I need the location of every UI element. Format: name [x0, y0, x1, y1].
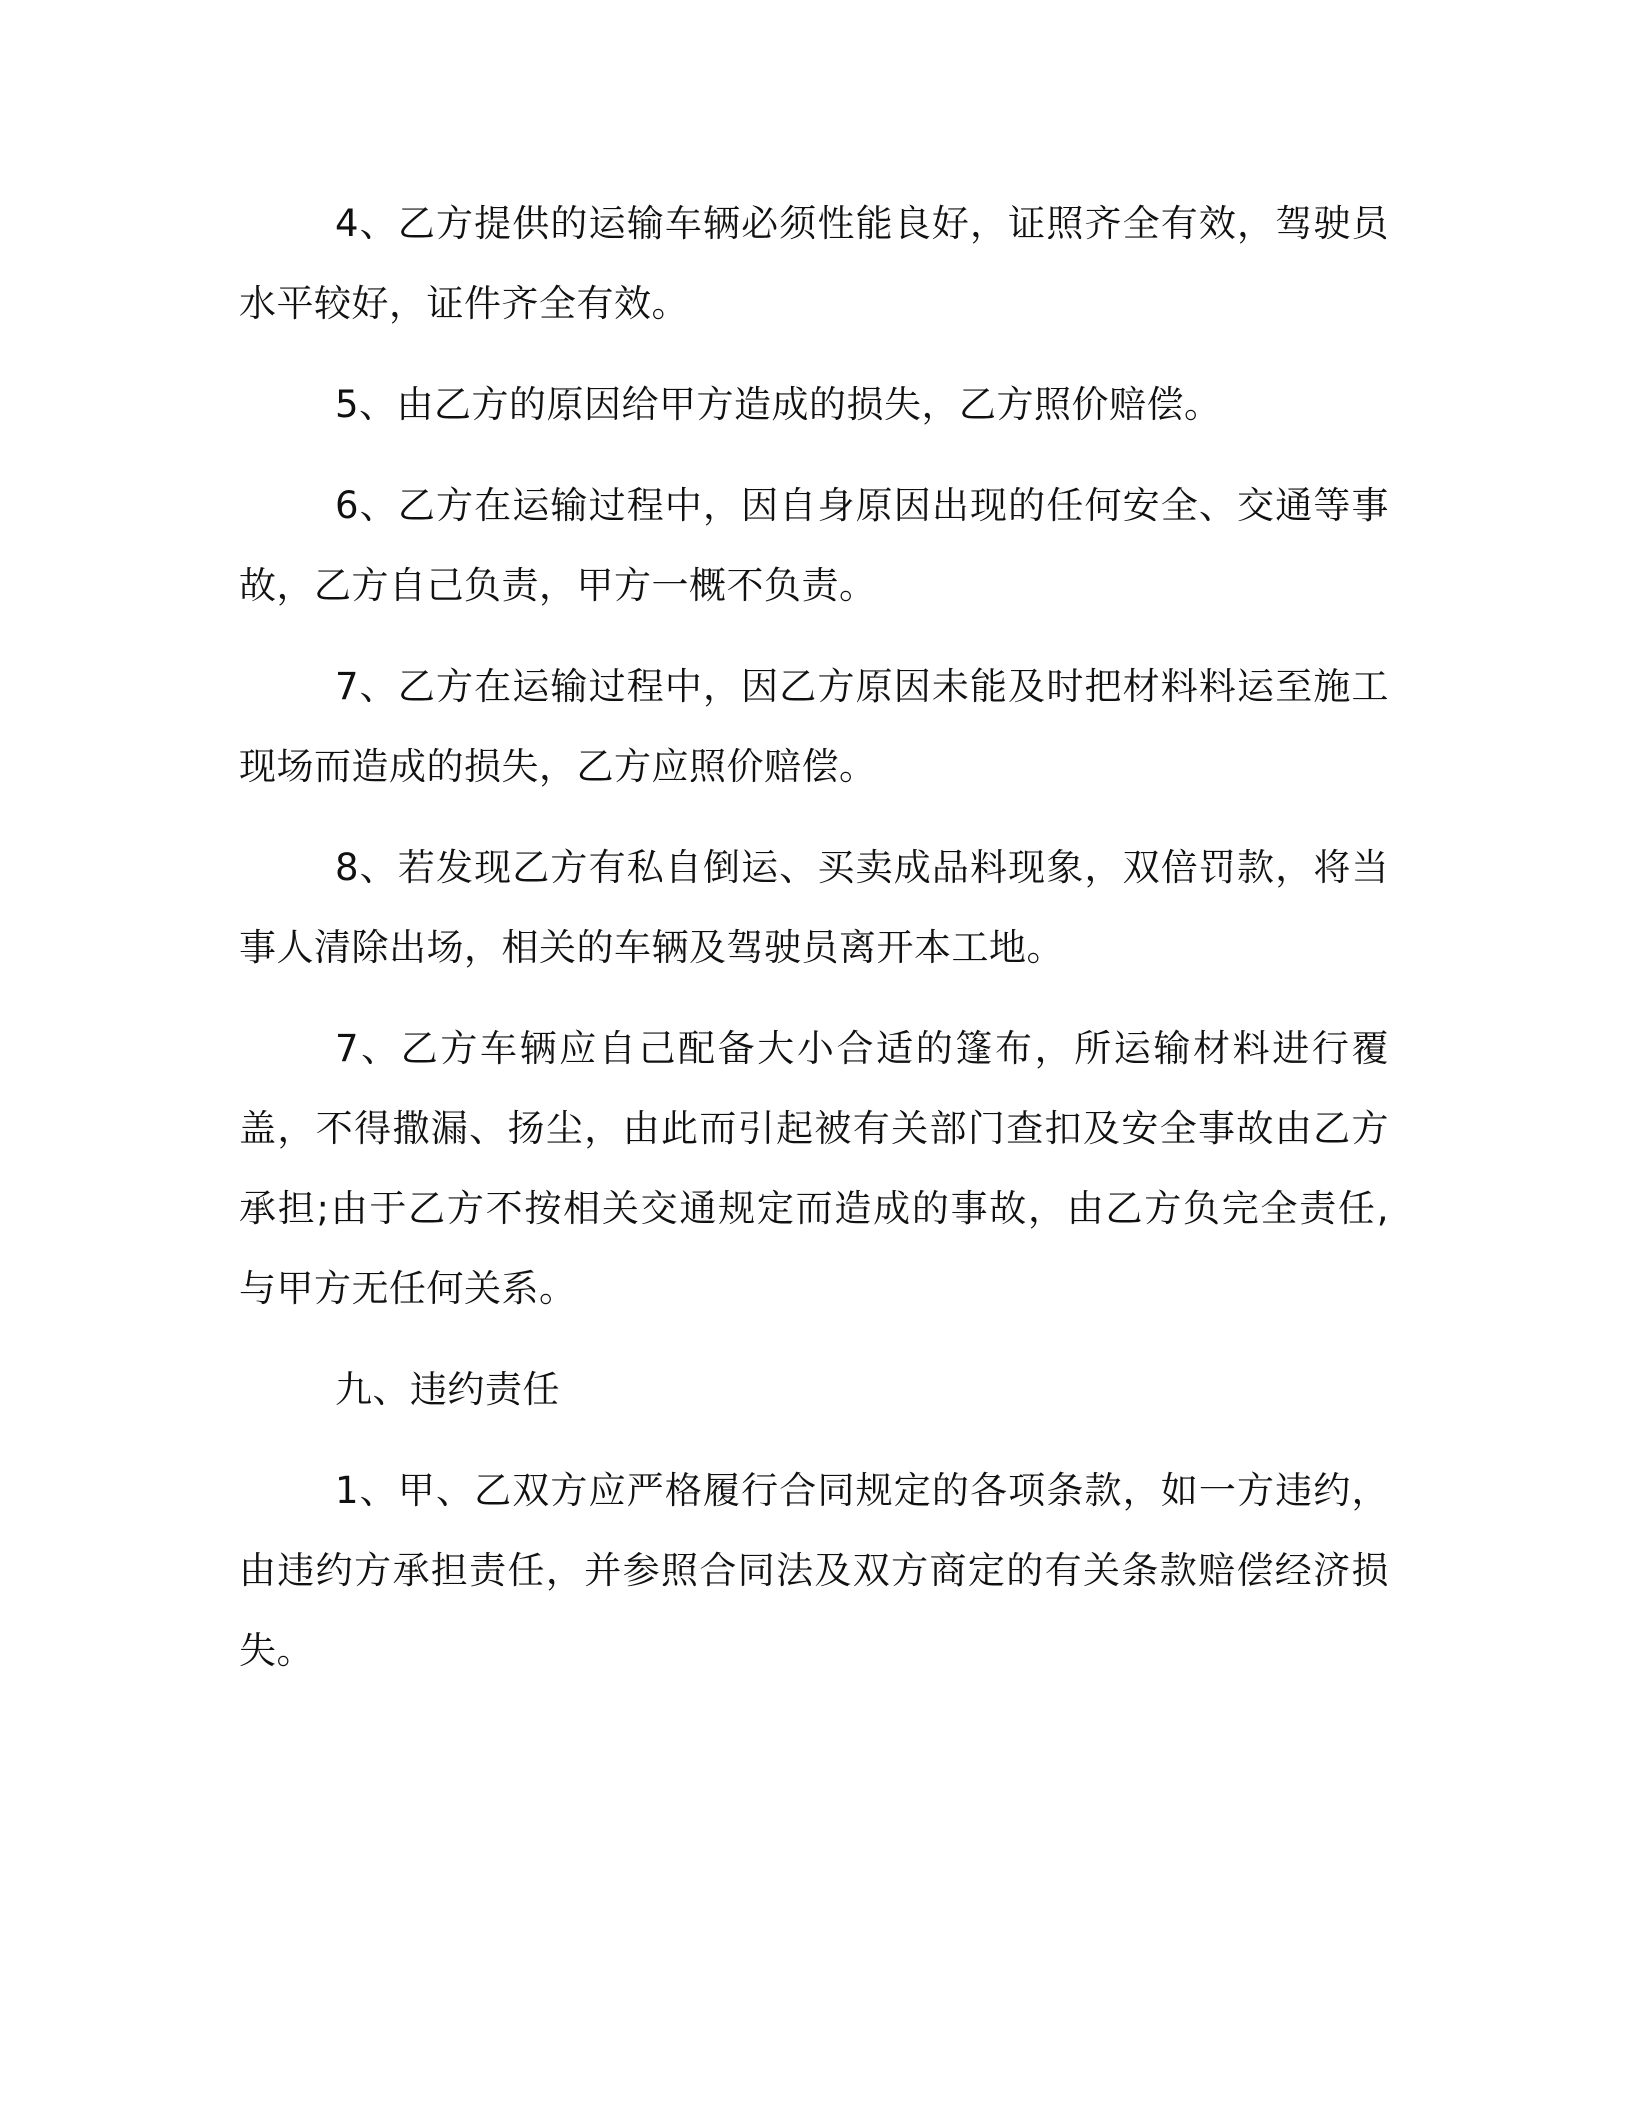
- clause-7-delivery-delay: 7、乙方在运输过程中，因乙方原因未能及时把材料料运至施工现场而造成的损失，乙方应照价赔偿。: [239, 665, 1389, 788]
- clause-4-vehicle-requirements: 4、乙方提供的运输车辆必须性能良好，证照齐全有效，驾驶员水平较好，证件齐全有效。: [239, 202, 1389, 325]
- section-heading-breach-liability: 九、违约责任: [335, 1368, 560, 1411]
- clause-5-compensation: 5、由乙方的原因给甲方造成的损失，乙方照价赔偿。: [335, 383, 1222, 426]
- clause-8-illegal-transport: 8、若发现乙方有私自倒运、买卖成品料现象，双倍罚款，将当事人清除出场，相关的车辆及驾驶员离开本工地。: [239, 846, 1389, 969]
- clause-7-tarp-covering: 7、乙方车辆应自己配备大小合适的篷布，所运输材料进行覆盖，不得撒漏、扬尘，由此而引起被有关部门查扣及安全事故由乙方承担;由于乙方不按相关交通规定而造成的事故，由乙方负完全责任,与甲方无任何关系。: [239, 1027, 1389, 1310]
- clause-6-accident-liability: 6、乙方在运输过程中，因自身原因出现的任何安全、交通等事故，乙方自己负责，甲方一概不负责。: [239, 484, 1389, 607]
- document-body: [239, 184, 1389, 1712]
- clause-1-breach-compensation: 1、甲、乙双方应严格履行合同规定的各项条款，如一方违约，由违约方承担责任，并参照合同法及双方商定的有关条款赔偿经济损失。: [239, 1469, 1389, 1672]
